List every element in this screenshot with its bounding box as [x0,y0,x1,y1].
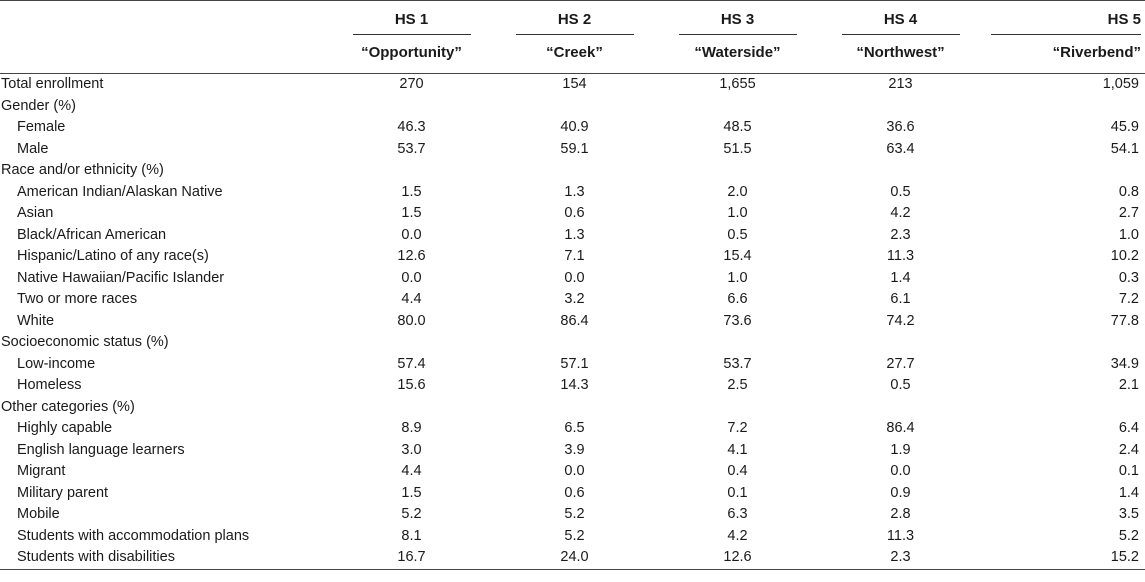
cell-hs5: 34.9 [1110,355,1139,372]
cell-hs4: 86.4 [886,420,915,436]
cell-hs4: 2.8 [890,506,911,522]
cell-hs2: 57.1 [560,355,589,372]
cell-hs1: 80.0 [397,312,426,329]
cell-hs5: 2.7 [1118,205,1139,221]
cell-hs5: 54.1 [1110,140,1139,157]
cell-hs3: 0.1 [727,484,748,501]
cell-hs5: 77.8 [1110,312,1139,329]
cell-hs1: 4.4 [401,291,422,307]
cell-hs2: 86.4 [560,312,589,329]
cell-hs1: 12.6 [397,248,426,264]
table-row [0,483,1145,505]
row-label: Homeless [17,377,82,393]
cell-hs1: 1.5 [401,183,422,200]
row-label: Highly capable [17,420,113,436]
table-row [0,440,1145,462]
cell-hs5: 2.1 [1118,377,1139,393]
cell-hs1: 0.0 [401,226,422,243]
cell-hs4 [819,160,982,182]
cell-hs5: 45.9 [1110,119,1139,135]
cell-hs4: 2.3 [890,226,911,243]
cell-hs5 [982,332,1145,354]
column-name-hs2: “Creek” [546,44,603,61]
row-label: White [17,312,55,329]
cell-hs5: 1.4 [1118,484,1139,501]
column-code-hs4: HS 4 [819,1,982,39]
cell-hs3: 15.4 [723,248,752,264]
cell-hs4: 0.5 [890,183,911,200]
column-name-hs1: “Opportunity” [361,44,462,61]
cell-hs4: 213 [888,76,913,92]
cell-hs1: 15.6 [397,377,426,393]
cell-hs2: 7.1 [564,248,585,264]
cell-hs1: 1.5 [401,205,422,221]
cell-hs2: 24.0 [560,549,589,565]
cell-hs2: 14.3 [560,377,589,393]
table-row [0,225,1145,247]
cell-hs5 [982,397,1145,419]
column-code-hs3: HS 3 [656,1,819,39]
row-label: Race and/or ethnicity (%) [1,162,164,178]
cell-hs4: 1.9 [890,441,911,458]
table-section-row [0,96,1145,118]
cell-hs2 [493,160,656,182]
cell-hs2 [493,332,656,354]
header-names-row [0,39,1145,74]
cell-hs5: 10.2 [1110,248,1139,264]
row-label: Low-income [17,355,96,372]
row-label: Students with disabilities [17,549,175,565]
table-row [0,182,1145,204]
cell-hs1: 1.5 [401,484,422,501]
row-label: Two or more races [17,291,138,307]
cell-hs5: 0.3 [1118,269,1139,286]
row-label: American Indian/Alaskan Native [17,183,223,200]
cell-hs5: 7.2 [1118,291,1139,307]
cell-hs5: 1.0 [1118,226,1139,243]
cell-hs3: 51.5 [723,140,752,157]
cell-hs1: 53.7 [397,140,426,157]
cell-hs3: 53.7 [723,355,752,372]
cell-hs4: 6.1 [890,291,911,307]
column-code-hs1: HS 1 [330,1,493,39]
cell-hs4 [819,397,982,419]
cell-hs1: 3.0 [401,441,422,458]
cell-hs3: 1.0 [727,205,748,221]
row-label: Asian [17,205,54,221]
column-code-hs2: HS 2 [493,1,656,39]
header-codes-row [0,1,1145,39]
cell-hs5: 1,059 [1102,76,1139,92]
cell-hs1: 5.2 [401,506,422,522]
cell-hs3: 1.0 [727,269,748,286]
table-row [0,354,1145,376]
cell-hs2: 3.2 [564,291,585,307]
cell-hs4: 4.2 [890,205,911,221]
cell-hs2: 1.3 [564,226,585,243]
table-row [0,526,1145,548]
row-label: Native Hawaiian/Pacific Islander [17,269,225,286]
cell-hs5: 3.5 [1118,506,1139,522]
cell-hs2: 0.0 [564,269,585,286]
row-label: Total enrollment [1,76,104,92]
cell-hs2: 3.9 [564,441,585,458]
row-label: Hispanic/Latino of any race(s) [17,248,209,264]
cell-hs1: 270 [399,76,424,92]
table-row [0,246,1145,268]
column-name-hs3: “Waterside” [694,44,781,61]
table-row [0,311,1145,333]
column-name-hs5: “Riverbend” [1052,44,1141,61]
table-row [0,117,1145,139]
table-section-row [0,332,1145,354]
cell-hs2: 5.2 [564,527,585,544]
cell-hs4 [819,332,982,354]
row-label: Black/African American [17,226,167,243]
cell-hs4: 2.3 [890,549,911,565]
cell-hs3 [656,332,819,354]
cell-hs4: 1.4 [890,269,911,286]
row-label: Female [17,119,66,135]
cell-hs5 [982,96,1145,118]
row-label: Migrant [17,463,66,479]
row-label: Mobile [17,506,60,522]
cell-hs4: 0.9 [890,484,911,501]
cell-hs3: 6.3 [727,506,748,522]
cell-hs5: 15.2 [1110,549,1139,565]
header-empty-cell [0,1,330,39]
cell-hs4: 0.0 [890,463,911,479]
cell-hs3 [656,96,819,118]
cell-hs4: 11.3 [886,527,915,544]
table-row [0,375,1145,397]
cell-hs2: 6.5 [564,420,585,436]
cell-hs3: 4.2 [727,527,748,544]
cell-hs5 [982,160,1145,182]
cell-hs4: 11.3 [886,248,915,264]
cell-hs1: 4.4 [401,463,422,479]
table-body [0,74,1145,570]
cell-hs3: 0.5 [727,226,748,243]
table-row [0,504,1145,526]
cell-hs2: 59.1 [560,140,589,157]
cell-hs4: 36.6 [886,119,915,135]
cell-hs4: 0.5 [890,377,911,393]
cell-hs3 [656,397,819,419]
cell-hs1: 57.4 [397,355,426,372]
table-section-row [0,74,1145,96]
cell-hs3: 7.2 [727,420,748,436]
cell-hs4: 27.7 [886,355,915,372]
cell-hs3: 4.1 [727,441,748,458]
cell-hs3: 73.6 [723,312,752,329]
cell-hs1 [330,160,493,182]
cell-hs1 [330,332,493,354]
cell-hs3 [656,160,819,182]
cell-hs2: 0.0 [564,463,585,479]
row-label: Military parent [17,484,109,501]
cell-hs2: 0.6 [564,484,585,501]
cell-hs1 [330,397,493,419]
column-code-hs5: HS 5 [982,1,1145,39]
cell-hs2: 1.3 [564,183,585,200]
cell-hs3: 2.5 [727,377,748,393]
table-row [0,203,1145,225]
row-label: English language learners [17,441,185,458]
cell-hs2: 154 [562,76,587,92]
cell-hs2: 0.6 [564,205,585,221]
cell-hs5: 0.8 [1118,183,1139,200]
table-header [0,1,1145,74]
row-label: Gender (%) [1,97,76,114]
cell-hs5: 2.4 [1118,441,1139,458]
cell-hs4: 74.2 [886,312,915,329]
table-row [0,418,1145,440]
cell-hs3: 6.6 [727,291,748,307]
column-name-hs4: “Northwest” [856,44,945,61]
cell-hs3: 1,655 [719,76,756,92]
cell-hs1: 8.1 [401,527,422,544]
cell-hs4 [819,96,982,118]
cell-hs5: 0.1 [1118,463,1139,479]
row-label: Male [17,140,49,157]
cell-hs1: 8.9 [401,420,422,436]
cell-hs1: 46.3 [397,119,426,135]
cell-hs3: 0.4 [727,463,748,479]
row-label: Other categories (%) [1,398,135,415]
header-empty-cell [0,39,330,74]
cell-hs5: 5.2 [1118,527,1139,544]
table-row [0,268,1145,290]
cell-hs4: 63.4 [886,140,915,157]
cell-hs3: 48.5 [723,119,752,135]
row-label: Socioeconomic status (%) [1,334,169,350]
table-row [0,547,1145,569]
cell-hs2: 5.2 [564,506,585,522]
cell-hs2 [493,96,656,118]
cell-hs2 [493,397,656,419]
cell-hs5: 6.4 [1118,420,1139,436]
cell-hs1: 0.0 [401,269,422,286]
table-section-row [0,397,1145,419]
cell-hs3: 2.0 [727,183,748,200]
table-section-row [0,160,1145,182]
cell-hs1: 16.7 [397,549,426,565]
table-row [0,461,1145,483]
table-row [0,289,1145,311]
row-label: Students with accommodation plans [17,527,250,544]
table-row [0,139,1145,161]
cell-hs1 [330,96,493,118]
cell-hs3: 12.6 [723,549,752,565]
cell-hs2: 40.9 [560,119,589,135]
